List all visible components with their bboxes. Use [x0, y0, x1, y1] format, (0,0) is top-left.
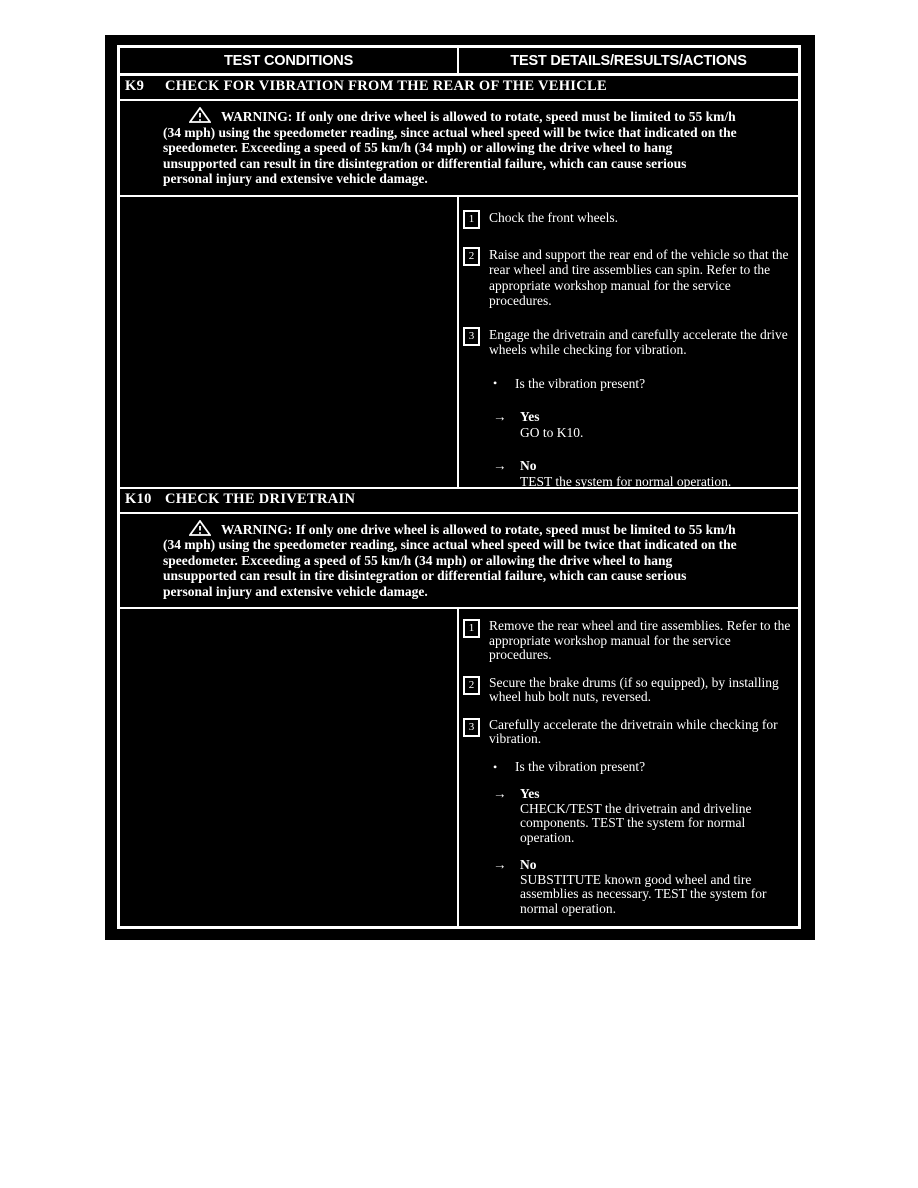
step-text: Raise and support the rear end of the vehicle so that the rear wheel and tire assemblies can spin. Refer to the appropriate workshop manual for the service procedures.	[489, 246, 789, 308]
test-conditions-cell-k9	[120, 197, 459, 487]
section-title-text-k10: CHECK THE DRIVETRAIN	[165, 490, 356, 507]
step-text: Remove the rear wheel and tire assemblies. Refer to the appropriate workshop manual for the service procedures.	[489, 618, 791, 662]
question-k10	[493, 760, 792, 775]
result-no-k10	[493, 858, 792, 916]
result-action: SUBSTITUTE known good wheel and tire assemblies as necessary. TEST the system for normal operation.	[520, 871, 767, 916]
header-test-conditions: TEST CONDITIONS	[120, 48, 459, 73]
arrow-icon: →	[493, 857, 507, 872]
result-answer: No	[520, 458, 537, 473]
section-title-k10	[120, 489, 798, 514]
result-yes-k10	[493, 787, 792, 845]
result-action: CHECK/TEST the drivetrain and driveline components. TEST the system for normal operation.	[520, 800, 752, 845]
header-test-details-results-actions: TEST DETAILS/RESULTS/ACTIONS	[510, 52, 747, 69]
diagnostic-table	[117, 45, 801, 929]
warning-text-k10: WARNING: If only one drive wheel is allowed to rotate, speed must be limited to 55 km/h (34 mph) using the speedometer reading, since actual wheel speed will be twice that indicated on the speedometer. Exceeding a speed of 55 km/h (34 mph) or allowing the drive wheel to hang unsupported can result in tire disintegration or differential failure, which can cause serious personal injury and extensive vehicle damage.	[163, 521, 737, 599]
arrow-icon: →	[493, 409, 507, 424]
arrow-icon: →	[493, 458, 507, 473]
result-no-k9	[493, 458, 792, 489]
scanned-document-page	[105, 35, 815, 940]
bullet-icon: •	[493, 375, 498, 390]
warning-block-k10	[120, 514, 798, 610]
step-1-k9	[463, 210, 792, 229]
step-1-k10	[463, 619, 792, 663]
step-number-box: 2	[463, 676, 480, 695]
test-conditions-cell-k10	[120, 609, 459, 926]
warning-triangle-icon	[189, 107, 211, 123]
result-answer: Yes	[520, 786, 540, 801]
warning-text-k9: WARNING: If only one drive wheel is allowed to rotate, speed must be limited to 55 km/h (34 mph) using the speedometer reading, since actual wheel speed will be twice that indicated on the speedometer. Exceeding a speed of 55 km/h (34 mph) or allowing the drive wheel to hang unsupported can result in tire disintegration or differential failure, which can cause serious personal injury and extensive vehicle damage.	[163, 109, 737, 186]
step-3-k10	[463, 718, 792, 747]
step-text: Secure the brake drums (if so equipped), by installing wheel hub bolt nuts, reversed.	[489, 674, 779, 704]
result-action: TEST the system for normal operation.	[520, 473, 732, 489]
result-action: GO to K10.	[520, 424, 584, 440]
question-text: Is the vibration present?	[515, 758, 646, 774]
step-text: Chock the front wheels.	[489, 209, 618, 225]
step-text: Engage the drivetrain and carefully accelerate the drive wheels while checking for vibration.	[489, 326, 788, 357]
section-id-k10: K10	[125, 490, 152, 507]
question-k9	[493, 376, 792, 392]
step-number-box: 3	[463, 718, 480, 737]
section-title-text-k9: CHECK FOR VIBRATION FROM THE REAR OF THE VEHICLE	[165, 78, 607, 94]
result-answer: No	[520, 857, 537, 872]
table-header-row	[120, 48, 798, 76]
step-number-box: 1	[463, 210, 480, 229]
step-number-box: 3	[463, 327, 480, 346]
section-body-k9	[120, 197, 798, 489]
step-number-box: 1	[463, 619, 480, 638]
result-yes-k9	[493, 409, 792, 440]
test-details-cell-k10	[459, 609, 798, 926]
warning-block-k9	[120, 101, 798, 197]
section-title-k9	[120, 76, 798, 101]
arrow-icon: →	[493, 786, 507, 801]
step-2-k10	[463, 676, 792, 705]
test-details-cell-k9	[459, 197, 798, 487]
step-number-box: 2	[463, 247, 480, 266]
bullet-icon: •	[493, 759, 498, 774]
section-id-k9: K9	[125, 78, 145, 94]
warning-triangle-icon	[189, 520, 211, 536]
section-body-k10	[120, 609, 798, 926]
step-text: Carefully accelerate the drivetrain while checking for vibration.	[489, 716, 778, 746]
step-3-k9	[463, 327, 792, 358]
question-text: Is the vibration present?	[515, 375, 646, 391]
step-2-k9	[463, 247, 792, 309]
result-answer: Yes	[520, 409, 540, 424]
